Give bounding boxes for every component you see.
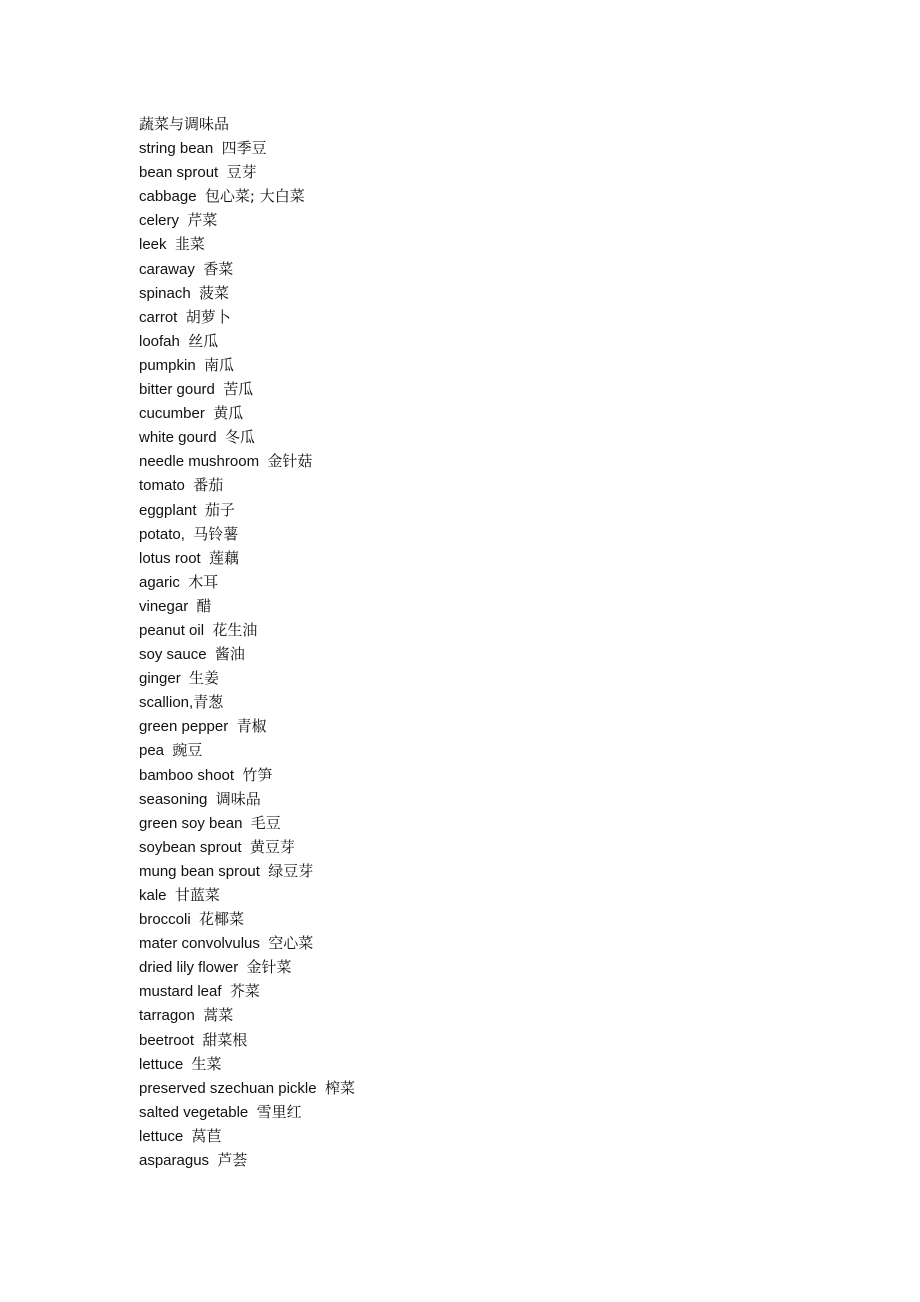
- vocabulary-entry: [139, 1028, 839, 1052]
- chinese-term: 榨菜: [324, 1078, 355, 1097]
- chinese-term: 空心菜: [268, 934, 314, 953]
- chinese-term: 苦瓜: [223, 380, 254, 399]
- english-term: needle mushroom: [139, 453, 260, 471]
- english-term: kale: [139, 887, 167, 904]
- chinese-term: 莴苣: [191, 1126, 222, 1145]
- english-term: bitter gourd: [139, 381, 215, 399]
- english-term: caraway: [139, 260, 195, 278]
- term-separator: [177, 309, 185, 326]
- chinese-term: 包心菜; 大白菜: [204, 187, 305, 206]
- vocabulary-entry: [139, 907, 839, 931]
- english-term: vinegar: [139, 597, 189, 615]
- english-term: preserved szechuan pickle: [139, 1079, 317, 1097]
- term-separator: [183, 1128, 191, 1145]
- english-term: white gourd: [139, 429, 217, 447]
- vocabulary-entry: [139, 522, 839, 546]
- english-term: green pepper: [139, 718, 229, 736]
- vocabulary-entry: [139, 232, 839, 256]
- english-term: salted vegetable: [139, 1103, 249, 1121]
- chinese-term: 蒿菜: [203, 1006, 234, 1025]
- term-separator: [185, 526, 193, 543]
- entry-list: [139, 136, 839, 1172]
- term-separator: [317, 1080, 325, 1097]
- term-separator: [181, 670, 189, 687]
- english-term: dried lily flower: [139, 959, 239, 977]
- vocabulary-entry: [139, 208, 839, 232]
- english-term: potato,: [139, 525, 185, 543]
- vocabulary-entry: [139, 618, 839, 642]
- term-separator: [242, 839, 250, 856]
- chinese-term: 醋: [196, 596, 212, 615]
- term-separator: [183, 1056, 191, 1073]
- term-separator: [167, 887, 175, 904]
- vocabulary-entry: [139, 136, 839, 160]
- english-term: eggplant: [139, 501, 197, 519]
- chinese-term: 调味品: [215, 789, 261, 808]
- chinese-term: 毛豆: [250, 813, 281, 832]
- english-term: bamboo shoot: [139, 766, 235, 784]
- vocabulary-entry: [139, 377, 839, 401]
- chinese-term: 木耳: [188, 572, 219, 591]
- chinese-term: 青椒: [236, 717, 267, 736]
- vocabulary-entry: [139, 1003, 839, 1027]
- chinese-term: 菠菜: [199, 283, 230, 302]
- vocabulary-entry: [139, 257, 839, 281]
- chinese-term: 韭菜: [174, 235, 205, 254]
- vocabulary-entry: [139, 787, 839, 811]
- english-term: beetroot: [139, 1031, 195, 1049]
- english-term: string bean: [139, 140, 214, 158]
- chinese-term: 酱油: [214, 645, 245, 664]
- english-term: asparagus: [139, 1152, 210, 1170]
- english-term: leek: [139, 236, 167, 254]
- vocabulary-entry: [139, 883, 839, 907]
- english-term: soybean sprout: [139, 838, 242, 856]
- chinese-term: 芹菜: [187, 211, 218, 230]
- vocabulary-entry: [139, 329, 839, 353]
- term-separator: [238, 959, 246, 976]
- chinese-term: 四季豆: [221, 139, 267, 158]
- chinese-term: 青葱: [193, 693, 224, 712]
- chinese-term: 马铃薯: [193, 524, 239, 543]
- term-separator: [196, 357, 204, 374]
- term-separator: [217, 429, 225, 446]
- term-separator: [195, 261, 203, 278]
- chinese-term: 花生油: [212, 620, 258, 639]
- chinese-term: 豆芽: [226, 163, 257, 182]
- vocabulary-entry: [139, 714, 839, 738]
- term-separator: [197, 188, 205, 205]
- chinese-term: 豌豆: [172, 741, 203, 760]
- chinese-term: 生姜: [189, 669, 220, 688]
- term-separator: [242, 815, 250, 832]
- term-separator: [197, 502, 205, 519]
- vocabulary-entry: [139, 305, 839, 329]
- term-separator: [180, 333, 188, 350]
- chinese-term: 甜菜根: [202, 1030, 248, 1049]
- vocabulary-entry: [139, 160, 839, 184]
- chinese-term: 绿豆芽: [268, 861, 314, 880]
- chinese-term: 芥菜: [229, 982, 260, 1001]
- term-separator: [185, 477, 193, 494]
- english-term: cucumber: [139, 405, 205, 423]
- english-term: agaric: [139, 573, 180, 591]
- chinese-term: 生菜: [191, 1054, 222, 1073]
- chinese-term: 丝瓜: [188, 331, 219, 350]
- chinese-term: 番茄: [193, 476, 224, 495]
- english-term: lettuce: [139, 1055, 184, 1073]
- vocabulary-entry: [139, 690, 839, 714]
- english-term: tomato: [139, 477, 185, 495]
- term-separator: [191, 285, 199, 302]
- vocabulary-entry: [139, 1124, 839, 1148]
- vocabulary-entry: [139, 859, 839, 883]
- english-term: broccoli: [139, 911, 191, 929]
- vocabulary-entry: [139, 449, 839, 473]
- vocabulary-entry: [139, 353, 839, 377]
- chinese-term: 冬瓜: [224, 428, 255, 447]
- vocabulary-entry: [139, 666, 839, 690]
- english-term: green soy bean: [139, 814, 243, 832]
- chinese-term: 南瓜: [204, 355, 235, 374]
- chinese-term: 黄豆芽: [249, 837, 295, 856]
- vocabulary-entry: [139, 642, 839, 666]
- term-separator: [195, 1007, 203, 1024]
- term-separator: [218, 164, 226, 181]
- term-separator: [201, 550, 209, 567]
- term-separator: [228, 718, 236, 735]
- english-term: pumpkin: [139, 356, 196, 374]
- term-separator: [191, 911, 199, 928]
- term-separator: [222, 983, 230, 1000]
- vocabulary-entry: [139, 570, 839, 594]
- vocabulary-entry: [139, 835, 839, 859]
- term-separator: [260, 863, 268, 880]
- term-separator: [207, 791, 215, 808]
- vocabulary-entry: [139, 979, 839, 1003]
- chinese-term: 金针菜: [246, 958, 292, 977]
- english-term: peanut oil: [139, 621, 205, 639]
- english-term: seasoning: [139, 790, 208, 808]
- english-term: cabbage: [139, 188, 197, 206]
- vocabulary-entry: [139, 1100, 839, 1124]
- chinese-term: 黄瓜: [213, 404, 244, 423]
- chinese-term: 莲藕: [209, 548, 240, 567]
- english-term: mung bean sprout: [139, 862, 260, 880]
- vocabulary-entry: [139, 1052, 839, 1076]
- term-separator: [188, 598, 196, 615]
- vocabulary-entry: [139, 281, 839, 305]
- english-term: soy sauce: [139, 646, 207, 664]
- english-term: tarragon: [139, 1007, 195, 1025]
- vocabulary-entry: [139, 498, 839, 522]
- chinese-term: 胡萝卜: [185, 307, 231, 326]
- chinese-term: 芦荟: [217, 1151, 248, 1170]
- vocabulary-entry: [139, 931, 839, 955]
- english-term: scallion,: [139, 694, 194, 712]
- chinese-term: 雪里红: [256, 1102, 302, 1121]
- vocabulary-entry: [139, 955, 839, 979]
- vocabulary-entry: [139, 425, 839, 449]
- vocabulary-entry: [139, 763, 839, 787]
- vocabulary-entry: [139, 1148, 839, 1172]
- english-term: spinach: [139, 284, 191, 302]
- vocabulary-entry: [139, 401, 839, 425]
- english-term: lotus root: [139, 549, 201, 567]
- english-term: mater convolvulus: [139, 935, 260, 953]
- vocabulary-list: [139, 112, 839, 1172]
- chinese-term: 茄子: [204, 500, 235, 519]
- term-separator: [213, 140, 221, 157]
- english-term: mustard leaf: [139, 983, 222, 1001]
- english-term: loofah: [139, 332, 180, 350]
- term-separator: [167, 236, 175, 253]
- english-term: ginger: [139, 670, 181, 688]
- term-separator: [260, 935, 268, 952]
- term-separator: [205, 405, 213, 422]
- chinese-term: 竹笋: [242, 765, 273, 784]
- vocabulary-entry: [139, 811, 839, 835]
- chinese-term: 香菜: [203, 259, 234, 278]
- vocabulary-entry: [139, 184, 839, 208]
- chinese-term: 金针菇: [267, 452, 313, 471]
- vocabulary-entry: [139, 546, 839, 570]
- english-term: carrot: [139, 308, 178, 326]
- vocabulary-entry: [139, 473, 839, 497]
- chinese-term: 甘蓝菜: [174, 886, 220, 904]
- vocabulary-entry: [139, 1076, 839, 1100]
- english-term: celery: [139, 212, 180, 230]
- page-title: 蔬菜与调味品: [139, 115, 230, 133]
- english-term: pea: [139, 742, 165, 760]
- vocabulary-entry: [139, 594, 839, 618]
- term-separator: [207, 646, 215, 663]
- term-separator: [180, 574, 188, 591]
- term-separator: [248, 1104, 256, 1121]
- vocabulary-entry: [139, 738, 839, 762]
- chinese-term: 花椰菜: [199, 910, 245, 929]
- term-separator: [215, 381, 223, 398]
- english-term: lettuce: [139, 1127, 184, 1145]
- english-term: bean sprout: [139, 164, 219, 182]
